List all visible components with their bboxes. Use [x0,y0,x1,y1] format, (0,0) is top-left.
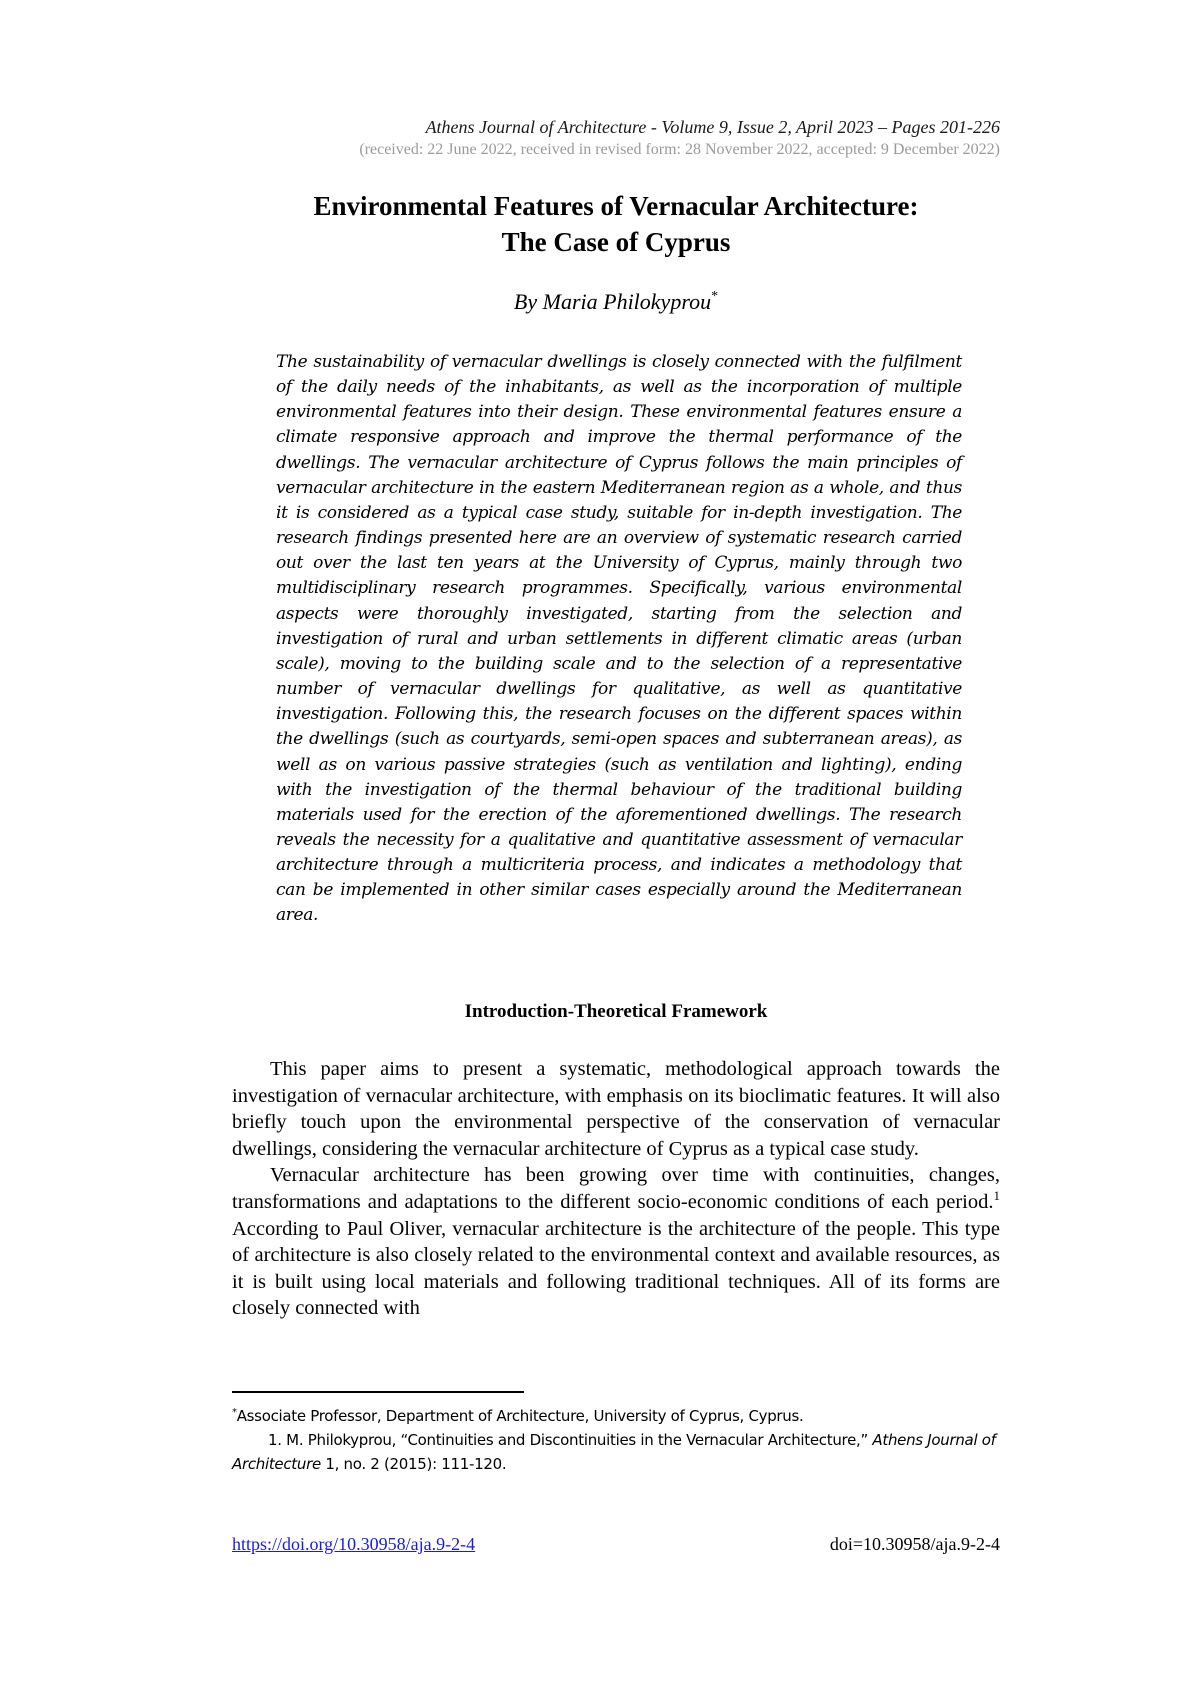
footnote-1-journal: Athens Journal of Architecture [232,1431,996,1473]
title-line-2: The Case of Cyprus [501,227,731,257]
article-title [232,188,1000,260]
author-name: By Maria Philokyprou [513,289,712,314]
author-byline [232,288,1000,316]
paragraph-2-part-2: According to Paul Oliver, vernacular architecture is the architecture of the people. This type of architecture is also closely related to the environmental context and available resources, as it is built using local materials and following traditional techniques. All of its forms are closely connected with [232,1217,1000,1320]
author-note-mark: * [232,1407,237,1418]
doi-label: doi=10.30958/aja.9-2-4 [829,1534,1000,1554]
footnote-ref-1[interactable]: 1 [993,1187,1000,1203]
author-affiliation-note [232,1404,1000,1428]
title-line-1: Environmental Features of Vernacular Architecture: [313,191,919,221]
paragraph-2-part-1: Vernacular architecture has been growing over time with continuities, changes, transformations and adaptations to the different socio-economic conditions of each period. [232,1164,1000,1213]
abstract: The sustainability of vernacular dwellings is closely connected with the fulfilment of the daily needs of the inhabitants, as well as the incorporation of multiple environmental features into their design. These environmental features ensure a climate responsive approach and improve the thermal performance of the dwellings. The vernacular architecture of Cyprus follows the main principles of vernacular architecture in the eastern Mediterranean region as a whole, and thus it is considered as a typical case study, suitable for in-depth investigation. The research findings presented here are an overview of systematic research carried out over the last ten years at the University of Cyprus, mainly through two multidisciplinary research programmes. Specifically, various environmental aspects were thoroughly investigated, starting from the selection and investigation of rural and urban settlements in different climatic areas (urban scale), moving to the building scale and to the selection of a representative number of vernacular dwellings for qualitative, as well as quantitative investigation. Following this, the research focuses on the different spaces within the dwellings (such as courtyards, semi-open spaces and subterranean areas), as well as on various passive strategies (such as ventilation and lighting), ending with the investigation of the thermal behaviour of the traditional building materials used for the erection of the aforementioned dwellings. The research reveals the necessity for a qualitative and quantitative assessment of vernacular architecture through a multicriteria process, and indicates a methodology that can be implemented in other similar cases especially around the Mediterranean area. [276,352,962,926]
footnote-divider [232,1391,524,1393]
footnote-1 [232,1428,1000,1476]
section-heading: Introduction-Theoretical Framework [464,1001,768,1022]
journal-header: Athens Journal of Architecture - Volume 9, Issue 2, April 2023 – Pages 201-226 [425,117,1000,137]
author-note-text: Associate Professor, Department of Architecture, University of Cyprus, Cyprus. [236,1407,804,1425]
paragraph-1: This paper aims to present a systematic, methodological approach towards the investigation of vernacular architecture, with emphasis on its bioclimatic features. It will also briefly touch upon the environmental perspective of the conservation of vernacular dwellings, considering the vernacular architecture of Cyprus as a typical case study. [232,1058,1000,1160]
footnote-1-suffix: 1, no. 2 (2015): 111-120. [320,1455,507,1473]
doi-link[interactable]: https://doi.org/10.30958/aja.9-2-4 [232,1534,476,1554]
author-footnote-mark: * [711,289,719,304]
footnotes [232,1404,1000,1476]
footnote-1-prefix: 1. M. Philokyprou, “Continuities and Discontinuities in the Vernacular Architecture,” [268,1431,873,1449]
paragraph-2 [232,1162,1000,1322]
received-dates: (received: 22 June 2022, received in revised form: 28 November 2022, accepted: 9 December 2022) [359,141,1000,158]
body-text [232,1056,1000,1322]
